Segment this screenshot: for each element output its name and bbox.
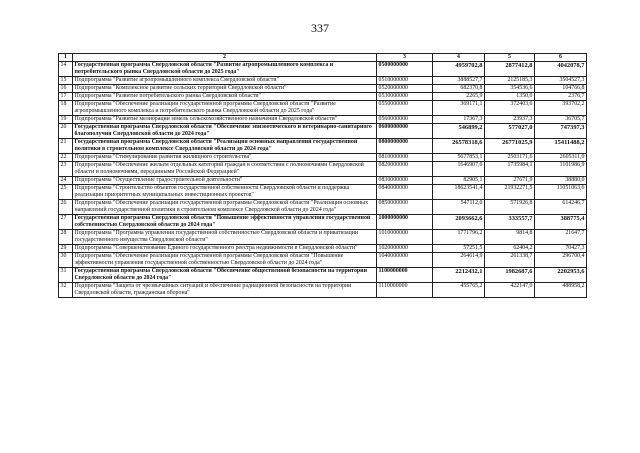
amount-year-2-cell: 9814,8 xyxy=(485,230,535,245)
row-number-cell: 14 xyxy=(59,62,73,77)
subprogram-row xyxy=(59,200,587,215)
amount-year-1-cell: 2265,9 xyxy=(433,93,485,101)
amount-year-3-cell: 21647,7 xyxy=(535,230,587,245)
amount-year-2-cell: 577027,0 xyxy=(485,124,535,139)
amount-year-2-cell: 422147,0 xyxy=(485,283,535,298)
amount-year-3-cell: 3504527,3 xyxy=(535,77,587,85)
page-number: 337 xyxy=(311,21,329,35)
amount-year-3-cell: 488958,2 xyxy=(535,283,587,298)
amount-year-1-cell: 1646907,0 xyxy=(433,162,485,177)
subprogram-row xyxy=(59,77,587,85)
program-name-cell: Государственная программа Свердловской области "Реализация основных направлений государственной политики в строительном комплексе Свердловской области до 2024 года" xyxy=(73,139,377,154)
program-name-cell: Государственная программа Свердловской области "Обеспечение эпизоотического и ветеринарно-санитарного благополучия Свердловской области до 2024 года" xyxy=(73,124,377,139)
program-name-cell: Государственная программа Свердловской области "Обеспечение общественной безопасности на территории Свердловской области до 2024 года" xyxy=(73,268,377,283)
program-row xyxy=(59,268,587,283)
amount-year-3-cell: 11051063,6 xyxy=(535,185,587,200)
amount-year-2-cell: 2125185,3 xyxy=(485,77,535,85)
amount-year-2-cell: 62404,2 xyxy=(485,245,535,253)
amount-year-3-cell: 15411488,2 xyxy=(535,139,587,154)
amount-year-1-cell: 5677853,1 xyxy=(433,154,485,162)
program-name-cell: Подпрограмма "Строительство объектов государственной собственности Свердловской области и поддержка реализации приоритетных муниципальных инвестиционных проектов" xyxy=(73,185,377,200)
amount-year-1-cell: 26578318,6 xyxy=(433,139,485,154)
row-number-cell: 17 xyxy=(59,93,73,101)
amount-year-1-cell: 3888527,7 xyxy=(433,77,485,85)
row-number-cell: 20 xyxy=(59,124,73,139)
program-code-cell: 0850000000 xyxy=(377,200,433,215)
program-name-cell: Подпрограмма "Развитие потребительского рынка Свердловской области" xyxy=(73,93,377,101)
amount-year-1-cell: 1771796,2 xyxy=(433,230,485,245)
program-code-cell: 0550000000 xyxy=(377,101,433,116)
program-code-cell: 0800000000 xyxy=(377,139,433,154)
row-number-cell: 26 xyxy=(59,200,73,215)
program-code-cell: 0500000000 xyxy=(377,62,433,77)
subprogram-row xyxy=(59,162,587,177)
row-number-cell: 16 xyxy=(59,85,73,93)
amount-year-3-cell: 393702,2 xyxy=(535,101,587,116)
amount-year-1-cell: 4959702,8 xyxy=(433,62,485,77)
program-name-cell: Государственная программа Свердловской области "Повышение эффективности управления государственной собственностью Свердловской области до 2024 года" xyxy=(73,215,377,230)
amount-year-1-cell: 82905,1 xyxy=(433,177,485,185)
subprogram-row xyxy=(59,283,587,298)
table-header-row xyxy=(59,54,587,62)
amount-year-2-cell: 1982687,6 xyxy=(485,268,535,283)
subprogram-row xyxy=(59,85,587,93)
budget-table xyxy=(58,53,587,298)
amount-year-2-cell: 571926,8 xyxy=(485,200,535,215)
amount-year-2-cell: 333557,7 xyxy=(485,215,535,230)
amount-year-3-cell: 70427,3 xyxy=(535,245,587,253)
amount-year-1-cell: 17367,3 xyxy=(433,116,485,124)
amount-year-1-cell: 682370,8 xyxy=(433,85,485,93)
row-number-cell: 15 xyxy=(59,77,73,85)
program-code-cell: 0510000000 xyxy=(377,77,433,85)
subprogram-row xyxy=(59,154,587,162)
program-code-cell: 1000000000 xyxy=(377,215,433,230)
row-number-cell: 25 xyxy=(59,185,73,200)
program-code-cell: 0600000000 xyxy=(377,124,433,139)
program-name-cell: Подпрограмма "Обеспечение реализации государственной программы Свердловской области "Развитие агропромышленного комплекса и потребительского рынка Свердловской области до 2025 года" xyxy=(73,101,377,116)
header-cell-code: 3 xyxy=(377,54,433,62)
subprogram-row xyxy=(59,177,587,185)
amount-year-2-cell: 1735984,1 xyxy=(485,162,535,177)
program-name-cell: Государственная программа Свердловской области "Развитие агропромышленного комплекса и потребительского рынка Свердловской области до 2025 года" xyxy=(73,62,377,77)
row-number-cell: 31 xyxy=(59,268,73,283)
row-number-cell: 19 xyxy=(59,116,73,124)
program-name-cell: Подпрограмма "Развитие агропромышленного комплекса Свердловской области" xyxy=(73,77,377,85)
program-name-cell: Подпрограмма "Совершенствование Единого государственного реестра недвижимости в Свердловской области" xyxy=(73,245,377,253)
program-code-cell: 0840000000 xyxy=(377,185,433,200)
header-cell-name: 2 xyxy=(73,54,377,62)
program-row xyxy=(59,139,587,154)
amount-year-1-cell: 546899,2 xyxy=(433,124,485,139)
amount-year-2-cell: 23937,3 xyxy=(485,116,535,124)
program-code-cell: 0530000000 xyxy=(377,93,433,101)
header-cell-year-3: 6 xyxy=(535,54,587,62)
amount-year-3-cell: 614246,7 xyxy=(535,200,587,215)
program-code-cell: 1020000000 xyxy=(377,245,433,253)
amount-year-3-cell: 296700,4 xyxy=(535,253,587,268)
program-name-cell: Подпрограмма "Обеспечение жильем отдельных категорий граждан в соответствии с полномочиями Свердловской области и полномочиями, переданными Российской Федерацией" xyxy=(73,162,377,177)
amount-year-3-cell: 2376,7 xyxy=(535,93,587,101)
amount-year-1-cell: 2212432,1 xyxy=(433,268,485,283)
amount-year-2-cell: 27671,9 xyxy=(485,177,535,185)
amount-year-3-cell: 38880,0 xyxy=(535,177,587,185)
subprogram-row xyxy=(59,101,587,116)
amount-year-2-cell: 1350,0 xyxy=(485,93,535,101)
amount-year-3-cell: 388775,4 xyxy=(535,215,587,230)
amount-year-3-cell: 2605311,0 xyxy=(535,154,587,162)
subprogram-row xyxy=(59,185,587,200)
program-code-cell: 0560000000 xyxy=(377,116,433,124)
budget-table-body xyxy=(59,54,587,298)
subprogram-row xyxy=(59,253,587,268)
amount-year-1-cell: 369171,1 xyxy=(433,101,485,116)
program-name-cell: Подпрограмма "Защита от чрезвычайных ситуаций и обеспечение радиационной безопасности на территории Свердловской области, гражданская оборона" xyxy=(73,283,377,298)
amount-year-2-cell: 26771025,9 xyxy=(485,139,535,154)
amount-year-2-cell: 21932271,5 xyxy=(485,185,535,200)
subprogram-row xyxy=(59,116,587,124)
row-number-cell: 28 xyxy=(59,230,73,245)
amount-year-1-cell: 547112,0 xyxy=(433,200,485,215)
row-number-cell: 18 xyxy=(59,101,73,116)
row-number-cell: 30 xyxy=(59,253,73,268)
row-number-cell: 29 xyxy=(59,245,73,253)
row-number-cell: 32 xyxy=(59,283,73,298)
program-name-cell: Подпрограмма "Обеспечение реализации государственной программы Свердловской области "Реализация основных направлений государственной политики в строительном комплексе Свердловской области до 2024 года" xyxy=(73,200,377,215)
program-code-cell: 1010000000 xyxy=(377,230,433,245)
program-row xyxy=(59,215,587,230)
amount-year-1-cell: 264614,9 xyxy=(433,253,485,268)
subprogram-row xyxy=(59,230,587,245)
amount-year-3-cell: 1101986,9 xyxy=(535,162,587,177)
subprogram-row xyxy=(59,245,587,253)
amount-year-1-cell: 57251,5 xyxy=(433,245,485,253)
amount-year-3-cell: 2202953,6 xyxy=(535,268,587,283)
program-row xyxy=(59,124,587,139)
row-number-cell: 23 xyxy=(59,162,73,177)
program-name-cell: Подпрограмма "Развитие мелиорации земель сельскохозяйственного назначения Свердловской области" xyxy=(73,116,377,124)
row-number-cell: 24 xyxy=(59,177,73,185)
header-cell-year-1: 4 xyxy=(433,54,485,62)
program-code-cell: 0810000000 xyxy=(377,154,433,162)
amount-year-1-cell: 2093662,6 xyxy=(433,215,485,230)
program-code-cell: 0830000000 xyxy=(377,177,433,185)
subprogram-row xyxy=(59,93,587,101)
amount-year-3-cell: 104766,8 xyxy=(535,85,587,93)
program-row xyxy=(59,62,587,77)
amount-year-3-cell: 747397,3 xyxy=(535,124,587,139)
row-number-cell: 27 xyxy=(59,215,73,230)
amount-year-2-cell: 2503171,6 xyxy=(485,154,535,162)
header-cell-year-2: 5 xyxy=(485,54,535,62)
header-cell-row-number: 1 xyxy=(59,54,73,62)
program-name-cell: Подпрограмма "Программа управления государственной собственностью Свердловской области и приватизации государственного имущества Свердловской области" xyxy=(73,230,377,245)
program-code-cell: 1110000000 xyxy=(377,283,433,298)
program-code-cell: 0520000000 xyxy=(377,85,433,93)
program-code-cell: 1040000000 xyxy=(377,253,433,268)
program-name-cell: Подпрограмма "Комплексное развитие сельских территорий Свердловской области" xyxy=(73,85,377,93)
row-number-cell: 22 xyxy=(59,154,73,162)
amount-year-3-cell: 36705,7 xyxy=(535,116,587,124)
program-code-cell: 0820000000 xyxy=(377,162,433,177)
amount-year-2-cell: 2877412,8 xyxy=(485,62,535,77)
program-name-cell: Подпрограмма "Осуществление градостроительной деятельности" xyxy=(73,177,377,185)
amount-year-3-cell: 4042078,7 xyxy=(535,62,587,77)
amount-year-1-cell: 18623541,4 xyxy=(433,185,485,200)
amount-year-2-cell: 372403,6 xyxy=(485,101,535,116)
program-code-cell: 1100000000 xyxy=(377,268,433,283)
program-name-cell: Подпрограмма "Обеспечение реализации государственной программы Свердловской области "Повышение эффективности управления государственной собственностью Свердловской области до 2024 года" xyxy=(73,253,377,268)
amount-year-2-cell: 354536,6 xyxy=(485,85,535,93)
program-name-cell: Подпрограмма "Стимулирование развития жилищного строительства" xyxy=(73,154,377,162)
amount-year-1-cell: 455765,2 xyxy=(433,283,485,298)
row-number-cell: 21 xyxy=(59,139,73,154)
amount-year-2-cell: 261338,7 xyxy=(485,253,535,268)
